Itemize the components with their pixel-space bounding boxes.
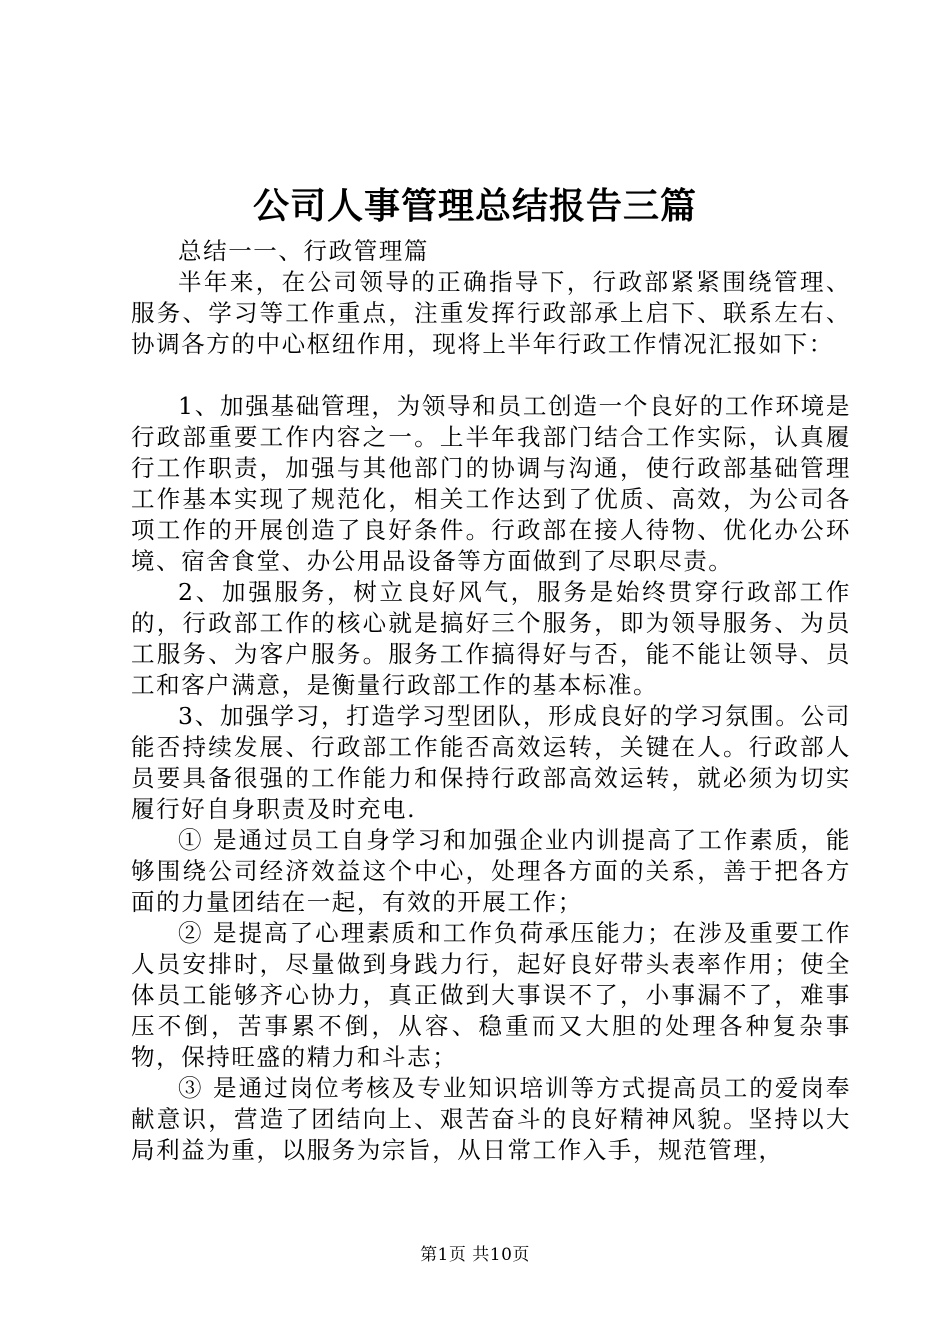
paragraph-subpoint-3: ③ 是通过岗位考核及专业知识培训等方式提高员工的爱岗奉献意识，营造了团结向上、艰苦奋斗的良好精神风貌。坚持以大局利益为重，以服务为宗旨，从日常工作入手，规范管理， [131,1074,851,1164]
document-title: 公司人事管理总结报告三篇 [252,186,697,227]
paragraph-subpoint-2: ② 是提高了心理素质和工作负荷承压能力；在涉及重要工作人员安排时，尽量做到身践力行，起好良好带头表率作用；使全体员工能够齐心协力，真正做到大事误不了，小事漏不了，难事压不倒，苦事累不倒，从容、稳重而又大胆的处理各种复杂事物，保持旺盛的精力和斗志； [131,919,851,1071]
paragraph-subpoint-1: ① 是通过员工自身学习和加强企业内训提高了工作素质，能够围绕公司经济效益这个中心，处理各方面的关系，善于把各方面的力量团结在一起，有效的开展工作； [131,826,851,916]
paragraph-point-2: 2、加强服务，树立良好风气，服务是始终贯穿行政部工作的，行政部工作的核心就是搞好三个服务，即为领导服务、为员工服务、为客户服务。服务工作搞得好与否，能不能让领导、员工和客户满意，是衡量行政部工作的基本标准。 [131,578,851,699]
paragraph-intro: 半年来，在公司领导的正确指导下，行政部紧紧围绕管理、服务、学习等工作重点，注重发挥行政部承上启下、联系左右、协调各方的中心枢纽作用，现将上半年行政工作情况汇报如下： [131,268,851,358]
paragraph-spacer [131,360,851,391]
page-number-footer: 第1页 共10页 [420,1245,530,1265]
paragraph-point-1: 1、加强基础管理，为领导和员工创造一个良好的工作环境是行政部重要工作内容之一。上半年我部门结合工作实际，认真履行工作职责，加强与其他部门的协调与沟通，使行政部基础管理工作基本实现了规范化，相关工作达到了优质、高效，为公司各项工作的开展创造了良好条件。行政部在接人待物、优化办公环境、宿舍食堂、办公用品设备等方面做到了尽职尽责。 [131,392,851,575]
paragraph-point-3: 3、加强学习，打造学习型团队，形成良好的学习氛围。公司能否持续发展、行政部工作能否高效运转，关键在人。行政部人员要具备很强的工作能力和保持行政部高效运转，就必须为切实履行好自身职责及时充电. [131,702,851,823]
document-body [131,236,851,1166]
section-heading: 总结一一、行政管理篇 [178,237,429,265]
